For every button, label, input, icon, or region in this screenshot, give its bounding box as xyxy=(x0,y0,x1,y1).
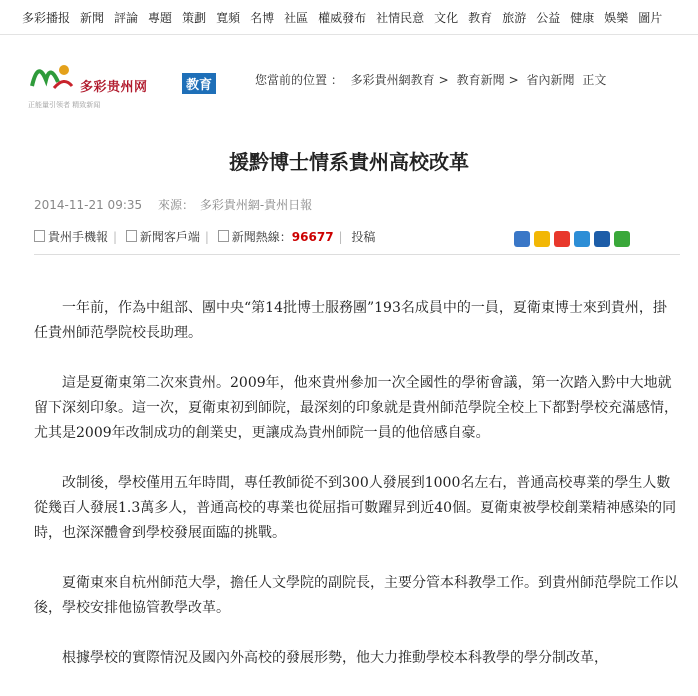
topnav-item[interactable]: 健康 xyxy=(570,11,595,25)
checkbox-icon xyxy=(218,230,229,242)
share-buttons xyxy=(514,228,634,247)
divider xyxy=(34,254,680,255)
hotline-number: 96677 xyxy=(291,230,334,244)
topnav-item[interactable]: 多彩播报 xyxy=(22,11,71,25)
article-source: 多彩貴州網-貴州日報 xyxy=(199,198,313,212)
article-paragraph: 一年前，作為中組部、團中央“第14批博士服務團”193名成員中的一員，夏衛東博士來到貴州，掛任貴州師范學院校長助理。 xyxy=(34,300,667,341)
article-paragraph: 這是夏衛東第二次來貴州。2009年，他來貴州參加一次全國性的學術會議，第一次踏入黔中大地就留下深刻印象。這一次，夏衛東初到師院，最深刻的印象就是貴州師范學院全校上下都對學校充滿感情，尤其是2009年改制成功的創業史，更讓成為貴州師院一員的他倍感自豪。 xyxy=(34,375,678,441)
plus-share-icon[interactable] xyxy=(514,231,530,247)
topnav-item[interactable]: 策劃 xyxy=(182,11,207,25)
logo-emblem-icon xyxy=(24,56,76,96)
checkbox-icon xyxy=(34,230,45,242)
article-meta xyxy=(34,196,324,213)
submit-link[interactable]: 投稿 xyxy=(351,230,376,244)
topnav-item[interactable]: 文化 xyxy=(434,11,459,25)
topnav-item[interactable]: 權威發布 xyxy=(318,11,367,25)
article-paragraph: 夏衛東來自杭州師范大學，擔任人文學院的副院長，主要分管本科教學工作。到貴州師范學院工作以後，學校安排他協管教學改革。 xyxy=(34,575,678,616)
topnav-item[interactable]: 教育 xyxy=(468,11,493,25)
article-title: 援黔博士情系貴州高校改革 xyxy=(229,150,469,174)
topnav-item[interactable]: 名博 xyxy=(250,11,275,25)
article-date: 2014-11-21 09:35 xyxy=(34,198,143,212)
checkbox-icon xyxy=(126,230,137,242)
top-navigation xyxy=(0,0,698,35)
article-body xyxy=(34,296,680,696)
topnav-item[interactable]: 寬頻 xyxy=(216,11,241,25)
wechat-share-icon[interactable] xyxy=(614,231,630,247)
source-label: 來源： xyxy=(157,198,194,212)
topnav-item[interactable]: 社區 xyxy=(284,11,309,25)
topnav-item[interactable]: 圖片 xyxy=(638,11,663,25)
topnav-item[interactable]: 新聞 xyxy=(80,11,105,25)
logo-brand-text: 多彩贵州网 xyxy=(80,80,148,95)
news-client-link[interactable]: 新聞客戶端 xyxy=(139,230,200,244)
weibo-share-icon[interactable] xyxy=(554,231,570,247)
breadcrumb: 您當前的位置 ： 多彩貴州網教育 > 教育新聞 > 省內新聞 正文 xyxy=(255,73,607,87)
article-tools: 貴州手機報 | 新聞客戶端 | 新聞熱線：96677 | 投稿 xyxy=(34,228,375,245)
topnav-item[interactable]: 社情民意 xyxy=(376,11,425,25)
site-logo[interactable] xyxy=(24,56,234,109)
renren-share-icon[interactable] xyxy=(594,231,610,247)
breadcrumb-link-province[interactable]: 省內新聞 xyxy=(526,73,575,87)
topnav-item[interactable]: 專題 xyxy=(148,11,173,25)
breadcrumb-prefix: 您當前的位置 ： xyxy=(255,73,343,87)
hotline-label: 新聞熱線： xyxy=(231,230,292,244)
qzone-share-icon[interactable] xyxy=(534,231,550,247)
mobile-news-link[interactable]: 貴州手機報 xyxy=(48,230,109,244)
tencent-weibo-share-icon[interactable] xyxy=(574,231,590,247)
topnav-item[interactable]: 評論 xyxy=(114,11,139,25)
breadcrumb-link-news[interactable]: 教育新聞 xyxy=(456,73,505,87)
logo-section-badge: 教育 xyxy=(182,73,216,94)
topnav-item[interactable]: 公益 xyxy=(536,11,561,25)
logo-slogan: 正能量引领者 精致新闻 xyxy=(28,101,101,109)
breadcrumb-link-education[interactable]: 多彩貴州網教育 xyxy=(350,73,435,87)
topnav-item[interactable]: 娛樂 xyxy=(604,11,629,25)
breadcrumb-current: 正文 xyxy=(582,73,607,87)
article-paragraph: 根據學校的實際情況及國內外高校的發展形勢，他大力推動學校本科教學的學分制改革， xyxy=(62,650,608,666)
topnav-item[interactable]: 旅游 xyxy=(502,11,527,25)
article-paragraph: 改制後，學校僅用五年時間，專任教師從不到300人發展到1000名左右，普通高校專業的學生人數從幾百人發展1.3萬多人，普通高校的專業也從屈指可數躍昇到近40個。夏衛東被學校創業精神感染的同時，也深深體會到學校發展面臨的挑戰。 xyxy=(34,475,677,541)
